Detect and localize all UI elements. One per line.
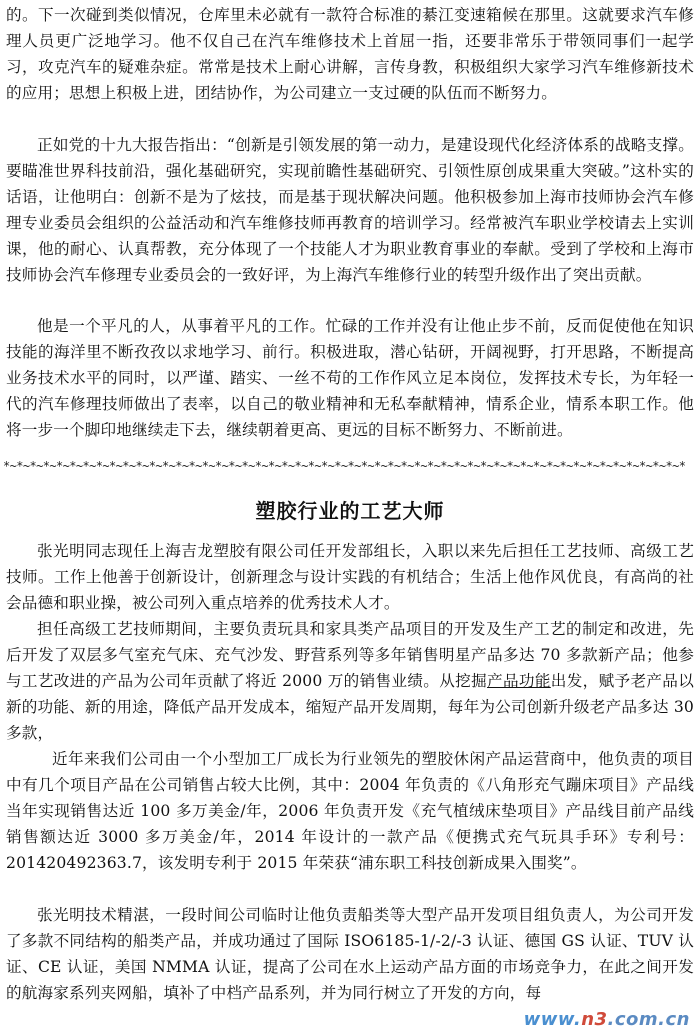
paragraph-boats: 张光明技术精湛，一段时间公司临时让他负责船类等大型产品开发项目组负责人，为公司开发了多款不同结构的船类产品，并成功通过了国际 ISO6185-1/-2/-3 认证、德国 GS 认证、TUV 认证、CE 认证，美国 NMMA 认证，提高了公司在水上运动产品方面的市场竞争力，在此之间开发的航海家系列夹网船，填补了中档产品系列，并为同行树立了开发的方向，每 — [6, 906, 694, 1002]
paragraph-projects: 近年来我们公司由一个小型加工厂成长为行业领先的塑胶休闲产品运营商中，他负责的项目中有几个项目产品在公司销售占较大比例，其中：2004 年负责的《八角形充气蹦床项目》产品线当年实现销售达近 100 多万美金/年，2006 年负责开发《充气植绒床垫项目》产品线目前产品线销售额达近 3000 多万美金/年，2014 年设计的一款产品《便携式充气玩具手环》专利号：201420492363.7，该发明专利于 2015 年荣获“浦东职工科技创新成果入围奖”。 — [6, 750, 694, 872]
watermark-domain: n3 — [581, 1009, 608, 1030]
site-watermark — [524, 1009, 690, 1030]
paragraph-ordinary-work: 他是一个平凡的人，从事着平凡的工作。忙碌的工作并没有让他止步不前，反而促使他在知识技能的海洋里不断孜孜以求地学习、前行。积极进取，潜心钻研，开阔视野，打开思路，不断提高业务技术水平的同时，以严谨、踏实、一丝不苟的工作作风立足本岗位，发挥技术专长，为年轻一代的汽车修理技师做出了表率，以自己的敬业精神和无私奉献精神，情系企业，情系本职工作。他将一步一个脚印地继续走下去，继续朝着更高、更远的目标不断努力、不断前进。 — [6, 317, 694, 439]
paragraph-intro: 张光明同志现任上海吉龙塑胶有限公司任开发部组长，入职以来先后担任工艺技师、高级工艺技师。工作上他善于创新设计，创新理念与设计实践的有机结合；生活上他作风优良，有高尚的社会品德和职业操，被公司列入重点培养的优秀技术人才。 — [6, 542, 694, 612]
paragraph-achievements — [6, 616, 694, 746]
section-divider: *~*~*~*~*~*~*~*~*~*~*~*~*~*~*~*~*~*~*~*~*~*~*~*~*~*~*~*~*~*~*~*~*~*~*~*~*~*~*~*~*~*~*~*~*~*~*~*~*~*~*~* — [3, 459, 686, 473]
paragraph-teamwork: 的。下一次碰到类似情况，仓库里未必就有一款符合标准的綦江变速箱候在那里。这就要求汽车修理人员更广泛地学习。他不仅自己在汽车维修技术上首屈一指，还要非常乐于带领同事们一起学习，攻克汽车的疑难杂症。常常是技术上耐心讲解，言传身教，积极组织大家学习汽车维修新技术的应用；思想上积极上进，团结协作，为公司建立一支过硬的队伍而不断努力。 — [6, 6, 694, 102]
underlined-phrase: 产品功能 — [487, 672, 551, 690]
paragraph-innovation: 正如党的十九大报告指出：“创新是引领发展的第一动力，是建设现代化经济体系的战略支撑。要瞄准世界科技前沿，强化基础研究，实现前瞻性基础研究、引领性原创成果重大突破。”这朴实的话语，让他明白：创新不是为了炫技，而是基于现状解决问题。他积极参加上海市技师协会汽车修理专业委员会组织的公益活动和汽车维修技师再教育的培训学习。经常被汽车职业学校请去上实训课，他的耐心、认真帮教，充分体现了一个技能人才为职业教育事业的奉献。受到了学校和上海市技师协会汽车修理专业委员会的一致好评，为上海汽车维修行业的转型升级作出了突出贡献。 — [6, 136, 694, 284]
watermark-tld: .com.cn — [607, 1009, 690, 1030]
article-title: 塑胶行业的工艺大师 — [255, 499, 445, 523]
paragraph-achievements-text-2: 出发，赋予老产品以新的功能、新的用途，降低产品开发成本，缩短产品开发周期，每年为公司创新升级老产品多达 30 多款， — [6, 672, 694, 742]
paragraph-achievements-text-1: 担任高级工艺技师期间，主要负责玩具和家具类产品项目的开发及生产工艺的制定和改进，先后开发了双层多气室充气床、充气沙发、野营系列等多年销售明星产品多达 70 多款新产品；他参与工艺改进的产品为公司年贡献了将近 2000 万的销售业绩。从挖掘 — [6, 620, 694, 690]
watermark-prefix: www. — [523, 1009, 582, 1030]
